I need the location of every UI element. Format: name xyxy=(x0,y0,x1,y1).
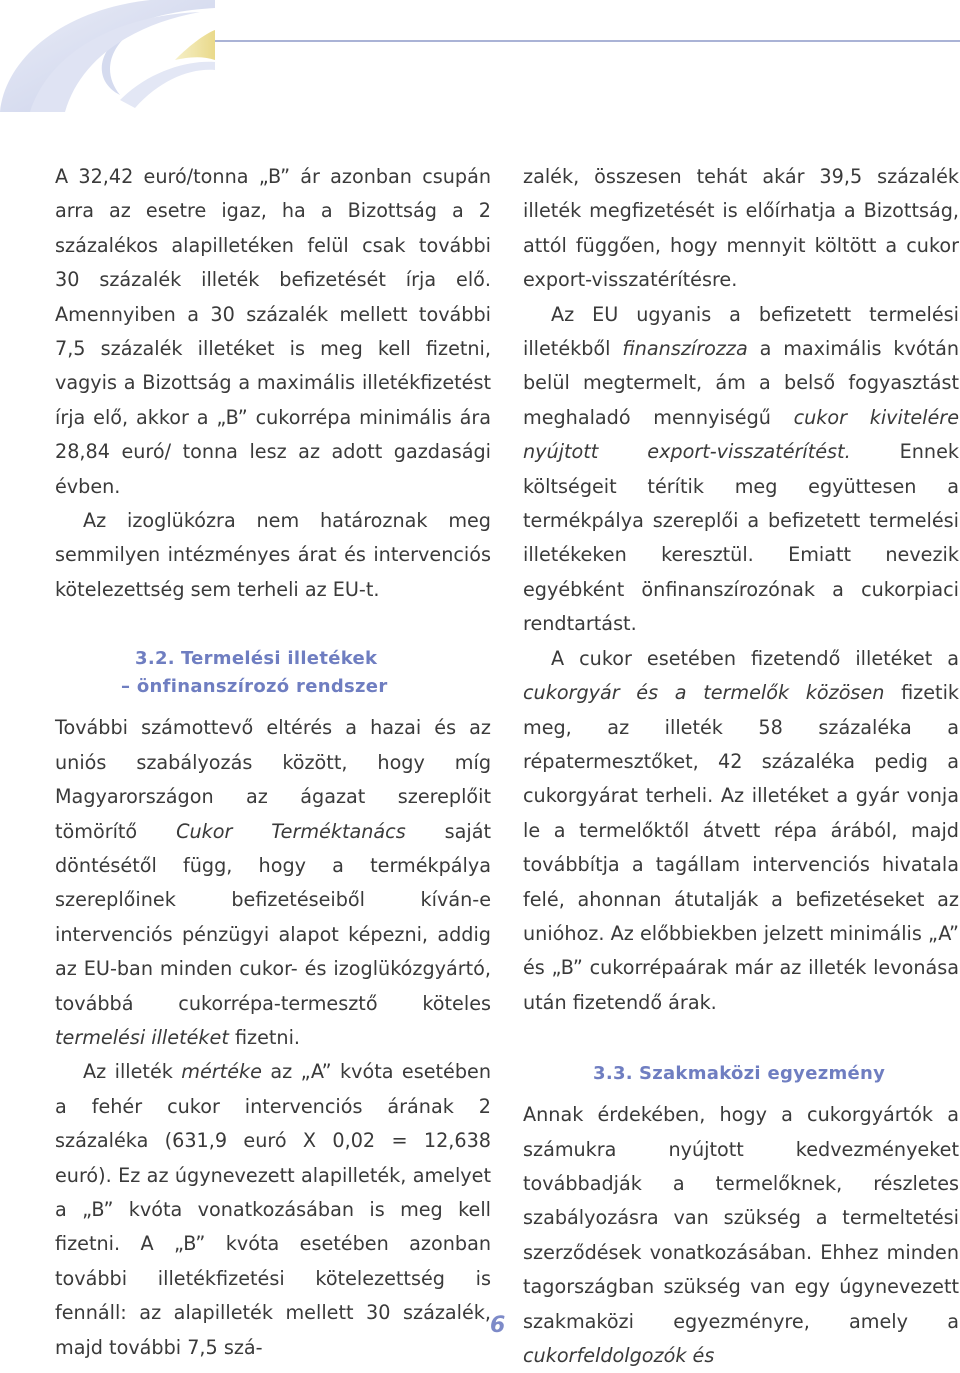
section-heading-3-2 xyxy=(121,645,491,701)
paragraph xyxy=(55,1055,491,1365)
text-run: saját döntésétől függ, hogy a termékpálya szereplőinek befizetéseiből kíván-e intervenciós pénzügyi alapot képezni, addig az EU-ban minden cukor- és izoglükózgyártó, továbbá cukorrépa-termesztő köteles xyxy=(55,819,492,1015)
text-run: Az illeték xyxy=(83,1060,182,1084)
swoosh-logo xyxy=(0,0,215,112)
text-run: Annak érdekében, hogy a cukorgyártók a számukra nyújtott kedvezményeket továbbadják a termelőknek, részletes szabályozásra van szükség a termeltetési szerződések vonatkozásában. Ehhez minden tagországban szükség van egy úgynevezett szakmaközi egyezményre, amely a xyxy=(523,1103,959,1333)
paragraph xyxy=(523,642,959,1020)
left-column xyxy=(55,160,491,1365)
paragraph xyxy=(523,298,959,642)
text-run: fizetik meg, az illeték 58 százaléka a répatermesztőket, 42 százaléka pedig a cukorgyárat terheli. Az illetéket a gyár vonja le a termelőktől átvett répa árából, majd továbbítja a tagállam intervenciós hivatala felé, ahonnan átutalják a befizetéseket az unióhoz. Az előbbiekben jelzett minimális „A” és „B” cukorrépaárak már az illeték levonása után fizetendő árak. xyxy=(523,681,960,1014)
section-subtitle: – önfinanszírozó rendszer xyxy=(121,676,388,698)
paragraph xyxy=(523,1098,959,1373)
text-run: További számottevő eltérés a hazai és az uniós szabályozás között, hogy míg Magyarországon az ágazat szereplőit tömörítő xyxy=(55,716,491,843)
paragraph: zalék, összesen tehát akár 39,5 százalék illeték megfizetését is előírhatja a Bizottság, attól függően, hogy mennyit költött a cukor export-visszatérítésre. xyxy=(523,165,959,292)
right-column xyxy=(523,160,959,1373)
text-run: Ennek költségeit térítik meg együttesen a termékpálya szereplői a befizetett termelési illetékeken keresztül. Emiatt nevezik egyébként önfinanszírozónak a cukorpiaci rendtartást. xyxy=(523,440,959,636)
emphasis: termelési illetéket xyxy=(55,1025,229,1049)
section-number: 3.3. xyxy=(593,1063,633,1085)
emphasis: Cukor Terméktanács xyxy=(176,819,406,843)
emphasis: cukor kivitelére nyújtott export-visszatérítést. xyxy=(523,405,959,464)
text-run: A cukor esetében fizetendő illetéket a xyxy=(551,646,959,670)
paragraph: A 32,42 euró/tonna „B” ár azonban csupán arra az esetre igaz, ha a Bizottság a 2 százalékos alapilletéken felül csak további 30 százalék illeték befizetését írja elő. Amennyiben a 30 százalék mellett további 7,5 százalék illetéket is meg kell fizetni, vagyis a Bizottság a maximális illetékfizetést írja elő, akkor a „B” cukorrépa minimális ára 28,84 euró/ tonna lesz az adott gazdasági évben. xyxy=(55,165,491,498)
text-run: a maximális kvótán belül megtermelt, ám a belső fogyasztást meghaladó mennyiségű xyxy=(523,337,959,429)
section-number: 3.2. xyxy=(135,648,175,670)
emphasis: finanszírozza xyxy=(622,337,748,361)
header-rule xyxy=(215,40,960,42)
section-title: Termelési illetékek xyxy=(180,648,378,670)
text-run: az „A” kvóta esetében a fehér cukor intervenciós árának 2 százaléka (631,9 euró X 0,02 = 12,638 euró). Ez az úgynevezett alapilleték, amelyet a „B” kvóta vonatkozásában is meg kell fizetni. A „B” kvóta esetében azonban további illetékfizetési kötelezettség is fennáll: az alapilleték mellett 30 százalék, majd további 7,5 szá- xyxy=(55,1060,491,1359)
section-heading-3-3 xyxy=(593,1060,959,1088)
emphasis: mértéke xyxy=(181,1060,262,1084)
emphasis: cukorfeldolgozók és xyxy=(523,1344,715,1367)
section-title: Szakmaközi egyezmény xyxy=(638,1063,886,1085)
page-number: 6 xyxy=(490,1313,506,1338)
paragraph: Az izoglükózra nem határoznak meg semmilyen intézményes árat és intervenciós kötelezettség sem terheli az EU-t. xyxy=(55,509,491,601)
paragraph xyxy=(55,711,491,1055)
text-run: Az EU ugyanis a befizetett termelési illetékből xyxy=(523,302,959,361)
emphasis: cukorgyár és a termelők közösen xyxy=(523,681,885,705)
text-run: fizetni. xyxy=(228,1025,301,1049)
